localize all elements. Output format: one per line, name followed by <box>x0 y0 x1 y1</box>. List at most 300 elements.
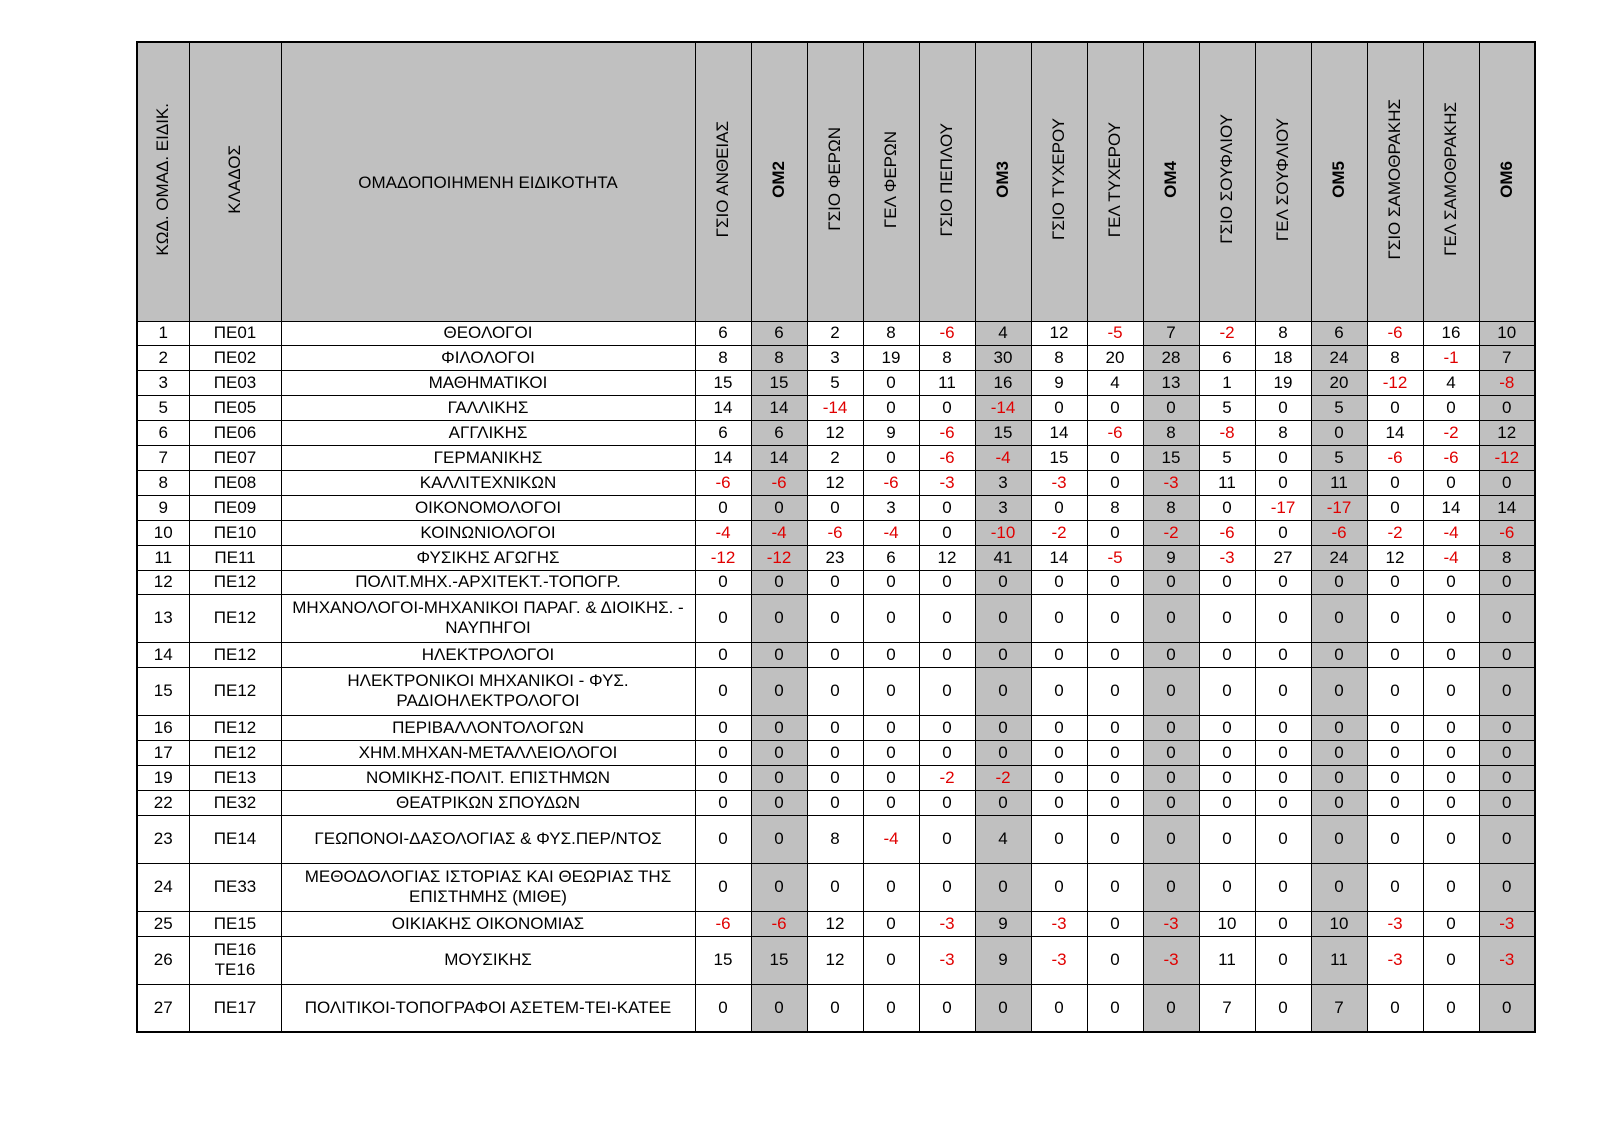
row-branch-cell: ΠΕ02 <box>189 345 281 370</box>
value-cell: 11 <box>1311 470 1367 495</box>
row-code-cell: 13 <box>137 594 189 642</box>
row-code-cell: 10 <box>137 520 189 545</box>
value-cell: -8 <box>1479 370 1535 395</box>
value-cell: 0 <box>807 984 863 1032</box>
value-cell: 0 <box>807 863 863 911</box>
value-cell: 0 <box>695 570 751 594</box>
value-cell: 0 <box>1255 395 1311 420</box>
row-specialty-cell: ΦΙΛΟΛΟΓΟΙ <box>281 345 695 370</box>
row-specialty-cell: ΜΕΘΟΔΟΛΟΓΙΑΣ ΙΣΤΟΡΙΑΣ ΚΑΙ ΘΕΩΡΙΑΣ ΤΗΣ ΕΠΙΣΤΗΜΗΣ (ΜΙΘΕ) <box>281 863 695 911</box>
value-cell: 0 <box>1143 863 1199 911</box>
value-cell: 0 <box>1423 594 1479 642</box>
row-specialty-cell: ΗΛΕΚΤΡΟΛΟΓΟΙ <box>281 642 695 667</box>
row-code-cell: 16 <box>137 715 189 740</box>
row-branch-cell: ΠΕ33 <box>189 863 281 911</box>
value-cell: -12 <box>751 545 807 570</box>
table-row <box>137 765 1535 790</box>
value-cell: -6 <box>1423 445 1479 470</box>
header-school-label: ΟΜ4 <box>1161 160 1180 198</box>
value-cell: -3 <box>1479 936 1535 984</box>
value-cell: 0 <box>1367 715 1423 740</box>
table-row <box>137 520 1535 545</box>
value-cell: 12 <box>1367 545 1423 570</box>
header-specialty-label: ΟΜΑΔΟΠΟΙΗΜΕΝΗ ΕΙΔΙΚΟΤΗΤΑ <box>358 173 618 192</box>
value-cell: 0 <box>695 815 751 863</box>
value-cell: 0 <box>1255 715 1311 740</box>
value-cell: 0 <box>1423 765 1479 790</box>
value-cell: 0 <box>695 765 751 790</box>
value-cell: 0 <box>1311 570 1367 594</box>
value-cell: 19 <box>1255 370 1311 395</box>
value-cell: 0 <box>1143 570 1199 594</box>
row-specialty-cell: ΠΟΛΙΤ.ΜΗΧ.-ΑΡΧΙΤΕΚΤ.-ΤΟΠΟΓΡ. <box>281 570 695 594</box>
value-cell: 0 <box>1255 911 1311 936</box>
value-cell: 0 <box>1255 520 1311 545</box>
value-cell: 14 <box>1423 495 1479 520</box>
value-cell: 0 <box>1479 395 1535 420</box>
value-cell: 0 <box>919 520 975 545</box>
value-cell: -6 <box>863 470 919 495</box>
row-code-cell: 12 <box>137 570 189 594</box>
value-cell: 14 <box>1479 495 1535 520</box>
row-code-cell: 14 <box>137 642 189 667</box>
header-school-label: ΓΣΙΟ ΑΝΘΕΙΑΣ <box>713 121 732 238</box>
value-cell: 11 <box>1311 936 1367 984</box>
row-branch-cell: ΠΕ08 <box>189 470 281 495</box>
value-cell: 0 <box>1255 815 1311 863</box>
value-cell: 0 <box>1255 570 1311 594</box>
value-cell: -6 <box>1087 420 1143 445</box>
row-branch-cell: ΠΕ12 <box>189 594 281 642</box>
value-cell: 11 <box>919 370 975 395</box>
value-cell: 0 <box>919 667 975 715</box>
value-cell: 0 <box>1255 594 1311 642</box>
value-cell: 8 <box>1255 420 1311 445</box>
header-school-label: ΓΕΛ ΤΥΧΕΡΟΥ <box>1105 121 1124 237</box>
value-cell: 5 <box>1199 445 1255 470</box>
value-cell: 0 <box>1255 984 1311 1032</box>
value-cell: 0 <box>1199 642 1255 667</box>
row-branch-cell: ΠΕ12 <box>189 715 281 740</box>
value-cell: -3 <box>1031 911 1087 936</box>
value-cell: 0 <box>919 740 975 765</box>
header-school-label: ΓΕΛ ΦΕΡΩΝ <box>881 130 900 228</box>
row-specialty-cell: ΓΑΛΛΙΚΗΣ <box>281 395 695 420</box>
value-cell: 0 <box>1479 667 1535 715</box>
value-cell: -3 <box>919 470 975 495</box>
value-cell: -2 <box>1423 420 1479 445</box>
value-cell: 0 <box>863 715 919 740</box>
header-school-label: ΓΣΙΟ ΣΟΥΦΛΙΟΥ <box>1217 114 1236 245</box>
row-specialty-cell: ΜΗΧΑΝΟΛΟΓΟΙ-ΜΗΧΑΝΙΚΟΙ ΠΑΡΑΓ. & ΔΙΟΙΚΗΣ. - ΝΑΥΠΗΓΟΙ <box>281 594 695 642</box>
value-cell: 0 <box>919 863 975 911</box>
value-cell: 0 <box>975 863 1031 911</box>
row-specialty-cell: ΠΕΡΙΒΑΛΛΟΝΤΟΛΟΓΩΝ <box>281 715 695 740</box>
value-cell: 5 <box>1311 395 1367 420</box>
value-cell: 0 <box>1479 790 1535 815</box>
value-cell: 9 <box>863 420 919 445</box>
value-cell: 0 <box>1367 765 1423 790</box>
row-code-cell: 6 <box>137 420 189 445</box>
value-cell: -2 <box>975 765 1031 790</box>
value-cell: 30 <box>975 345 1031 370</box>
value-cell: 0 <box>1423 667 1479 715</box>
value-cell: 0 <box>1479 740 1535 765</box>
value-cell: 0 <box>1199 570 1255 594</box>
row-specialty-cell: ΜΑΘΗΜΑΤΙΚΟΙ <box>281 370 695 395</box>
value-cell: 12 <box>807 420 863 445</box>
value-cell: 0 <box>1031 715 1087 740</box>
row-branch-cell: ΠΕ10 <box>189 520 281 545</box>
value-cell: 0 <box>751 495 807 520</box>
value-cell: 9 <box>975 911 1031 936</box>
value-cell: 12 <box>807 911 863 936</box>
value-cell: 0 <box>1143 740 1199 765</box>
value-cell: 0 <box>863 667 919 715</box>
value-cell: 6 <box>695 420 751 445</box>
value-cell: -2 <box>1031 520 1087 545</box>
value-cell: 0 <box>1087 715 1143 740</box>
value-cell: -6 <box>751 911 807 936</box>
header-school-14 <box>1479 42 1535 321</box>
value-cell: 0 <box>695 594 751 642</box>
row-specialty-cell: ΜΟΥΣΙΚΗΣ <box>281 936 695 984</box>
row-branch-cell: ΠΕ32 <box>189 790 281 815</box>
value-cell: 0 <box>751 984 807 1032</box>
table-row <box>137 642 1535 667</box>
value-cell: 14 <box>695 445 751 470</box>
table-row <box>137 740 1535 765</box>
value-cell: 0 <box>1367 667 1423 715</box>
value-cell: 8 <box>1479 545 1535 570</box>
value-cell: -3 <box>919 936 975 984</box>
row-code-cell: 9 <box>137 495 189 520</box>
value-cell: -5 <box>1087 321 1143 345</box>
row-code-cell: 26 <box>137 936 189 984</box>
value-cell: 0 <box>1199 495 1255 520</box>
value-cell: 0 <box>1255 642 1311 667</box>
value-cell: 0 <box>807 594 863 642</box>
row-code-cell: 17 <box>137 740 189 765</box>
value-cell: -1 <box>1423 345 1479 370</box>
value-cell: 0 <box>695 740 751 765</box>
value-cell: 0 <box>751 863 807 911</box>
value-cell: 0 <box>1087 790 1143 815</box>
value-cell: 0 <box>919 594 975 642</box>
table-row <box>137 594 1535 642</box>
value-cell: 0 <box>1367 984 1423 1032</box>
value-cell: 0 <box>1087 740 1143 765</box>
value-cell: 0 <box>695 495 751 520</box>
value-cell: 15 <box>695 370 751 395</box>
row-branch-cell: ΠΕ16 ΤΕ16 <box>189 936 281 984</box>
value-cell: -3 <box>1031 470 1087 495</box>
value-cell: 0 <box>1423 740 1479 765</box>
value-cell: 20 <box>1311 370 1367 395</box>
value-cell: 0 <box>751 570 807 594</box>
value-cell: 0 <box>1255 740 1311 765</box>
value-cell: 0 <box>919 790 975 815</box>
value-cell: 12 <box>807 936 863 984</box>
value-cell: -4 <box>695 520 751 545</box>
value-cell: -2 <box>1367 520 1423 545</box>
value-cell: 0 <box>1367 594 1423 642</box>
value-cell: -3 <box>1367 936 1423 984</box>
value-cell: 0 <box>751 765 807 790</box>
header-school-label: ΟΜ2 <box>769 160 788 198</box>
value-cell: 0 <box>1367 495 1423 520</box>
value-cell: 3 <box>975 495 1031 520</box>
value-cell: 0 <box>695 642 751 667</box>
value-cell: 0 <box>751 815 807 863</box>
value-cell: 5 <box>1311 445 1367 470</box>
header-school-3 <box>863 42 919 321</box>
value-cell: 0 <box>863 445 919 470</box>
value-cell: 8 <box>1087 495 1143 520</box>
value-cell: 0 <box>807 765 863 790</box>
value-cell: 0 <box>1311 740 1367 765</box>
header-branch-label: ΚΛΑΔΟΣ <box>225 144 244 214</box>
value-cell: 0 <box>1479 642 1535 667</box>
row-code-cell: 1 <box>137 321 189 345</box>
value-cell: -4 <box>1423 520 1479 545</box>
row-code-cell: 5 <box>137 395 189 420</box>
value-cell: 0 <box>1423 470 1479 495</box>
value-cell: 0 <box>807 495 863 520</box>
value-cell: 0 <box>1199 863 1255 911</box>
value-cell: -4 <box>751 520 807 545</box>
value-cell: 0 <box>975 715 1031 740</box>
table-row <box>137 420 1535 445</box>
value-cell: -3 <box>1479 911 1535 936</box>
value-cell: 6 <box>1199 345 1255 370</box>
value-cell: 0 <box>1423 395 1479 420</box>
value-cell: 10 <box>1479 321 1535 345</box>
value-cell: 0 <box>1199 715 1255 740</box>
row-branch-cell: ΠΕ07 <box>189 445 281 470</box>
value-cell: 0 <box>751 642 807 667</box>
value-cell: 18 <box>1255 345 1311 370</box>
value-cell: -3 <box>1143 936 1199 984</box>
value-cell: 0 <box>1367 642 1423 667</box>
row-specialty-cell: ΚΟΙΝΩΝΙΟΛΟΓΟΙ <box>281 520 695 545</box>
value-cell: 19 <box>863 345 919 370</box>
value-cell: 10 <box>1199 911 1255 936</box>
value-cell: 3 <box>807 345 863 370</box>
value-cell: 0 <box>1311 667 1367 715</box>
value-cell: 0 <box>1031 495 1087 520</box>
header-school-5 <box>975 42 1031 321</box>
value-cell: 0 <box>863 594 919 642</box>
value-cell: -3 <box>1143 470 1199 495</box>
value-cell: -6 <box>919 420 975 445</box>
header-row <box>137 42 1535 321</box>
value-cell: 41 <box>975 545 1031 570</box>
value-cell: 0 <box>1031 667 1087 715</box>
table-row <box>137 815 1535 863</box>
row-branch-cell: ΠΕ12 <box>189 642 281 667</box>
value-cell: 0 <box>1087 863 1143 911</box>
header-school-9 <box>1199 42 1255 321</box>
value-cell: 0 <box>1031 740 1087 765</box>
row-code-cell: 11 <box>137 545 189 570</box>
value-cell: 0 <box>1143 667 1199 715</box>
header-school-label: ΟΜ5 <box>1329 160 1348 198</box>
value-cell: 0 <box>1199 667 1255 715</box>
row-specialty-cell: ΓΕΡΜΑΝΙΚΗΣ <box>281 445 695 470</box>
row-branch-cell: ΠΕ15 <box>189 911 281 936</box>
value-cell: 27 <box>1255 545 1311 570</box>
value-cell: -14 <box>807 395 863 420</box>
value-cell: 0 <box>695 790 751 815</box>
value-cell: 0 <box>1031 765 1087 790</box>
value-cell: 15 <box>1031 445 1087 470</box>
value-cell: 0 <box>1087 765 1143 790</box>
value-cell: -3 <box>1143 911 1199 936</box>
value-cell: 0 <box>1143 395 1199 420</box>
value-cell: -6 <box>695 470 751 495</box>
table-row <box>137 345 1535 370</box>
value-cell: 0 <box>919 815 975 863</box>
value-cell: -3 <box>1199 545 1255 570</box>
value-cell: 0 <box>863 370 919 395</box>
value-cell: 0 <box>1143 594 1199 642</box>
value-cell: 0 <box>1143 765 1199 790</box>
row-code-cell: 27 <box>137 984 189 1032</box>
table-row <box>137 470 1535 495</box>
row-specialty-cell: ΚΑΛΛΙΤΕΧΝΙΚΩΝ <box>281 470 695 495</box>
row-specialty-cell: ΗΛΕΚΤΡΟΝΙΚΟΙ ΜΗΧΑΝΙΚΟΙ - ΦΥΣ. ΡΑΔΙΟΗΛΕΚΤΡΟΛΟΓΟΙ <box>281 667 695 715</box>
value-cell: 0 <box>1031 594 1087 642</box>
table-row <box>137 545 1535 570</box>
value-cell: 0 <box>1423 790 1479 815</box>
value-cell: 0 <box>1367 863 1423 911</box>
value-cell: 8 <box>1143 420 1199 445</box>
value-cell: 0 <box>863 395 919 420</box>
value-cell: 0 <box>1143 642 1199 667</box>
header-school-label: ΓΕΛ ΣΟΥΦΛΙΟΥ <box>1273 117 1292 241</box>
row-code-cell: 7 <box>137 445 189 470</box>
value-cell: 3 <box>975 470 1031 495</box>
value-cell: 0 <box>1255 863 1311 911</box>
row-specialty-cell: ΧΗΜ.ΜΗΧΑΝ-ΜΕΤΑΛΛΕΙΟΛΟΓΟΙ <box>281 740 695 765</box>
header-school-label: ΟΜ6 <box>1496 160 1516 198</box>
value-cell: 0 <box>1423 642 1479 667</box>
value-cell: 0 <box>751 667 807 715</box>
value-cell: -6 <box>919 321 975 345</box>
value-cell: 0 <box>975 667 1031 715</box>
value-cell: 0 <box>751 740 807 765</box>
value-cell: 0 <box>1479 863 1535 911</box>
value-cell: -4 <box>863 520 919 545</box>
value-cell: 9 <box>975 936 1031 984</box>
value-cell: 8 <box>1367 345 1423 370</box>
row-specialty-cell: ΦΥΣΙΚΗΣ ΑΓΩΓΗΣ <box>281 545 695 570</box>
value-cell: 8 <box>1255 321 1311 345</box>
value-cell: 23 <box>807 545 863 570</box>
value-cell: 0 <box>695 667 751 715</box>
value-cell: 0 <box>695 984 751 1032</box>
value-cell: 0 <box>1199 765 1255 790</box>
value-cell: 8 <box>807 815 863 863</box>
table-row <box>137 321 1535 345</box>
row-branch-cell: ΠΕ03 <box>189 370 281 395</box>
value-cell: 0 <box>1311 594 1367 642</box>
value-cell: 0 <box>1031 642 1087 667</box>
value-cell: 0 <box>863 984 919 1032</box>
header-school-label: ΓΕΛ ΣΑΜΟΘΡΑΚΗΣ <box>1441 102 1460 257</box>
value-cell: 0 <box>1311 863 1367 911</box>
header-school-1 <box>751 42 807 321</box>
header-school-0 <box>695 42 751 321</box>
header-specialty <box>281 42 695 321</box>
value-cell: 12 <box>1031 321 1087 345</box>
value-cell: -6 <box>1367 445 1423 470</box>
value-cell: 0 <box>1423 863 1479 911</box>
value-cell: 0 <box>975 570 1031 594</box>
value-cell: 15 <box>751 936 807 984</box>
value-cell: 24 <box>1311 545 1367 570</box>
row-branch-cell: ΠΕ13 <box>189 765 281 790</box>
value-cell: 0 <box>1143 815 1199 863</box>
table-row <box>137 984 1535 1032</box>
value-cell: 7 <box>1143 321 1199 345</box>
value-cell: -4 <box>863 815 919 863</box>
value-cell: 4 <box>975 815 1031 863</box>
value-cell: 0 <box>863 642 919 667</box>
value-cell: 8 <box>863 321 919 345</box>
value-cell: 0 <box>1423 936 1479 984</box>
table-row <box>137 715 1535 740</box>
row-specialty-cell: ΟΙΚΙΑΚΗΣ ΟΙΚΟΝΟΜΙΑΣ <box>281 911 695 936</box>
value-cell: 0 <box>1087 520 1143 545</box>
value-cell: 0 <box>975 642 1031 667</box>
value-cell: 4 <box>1087 370 1143 395</box>
value-cell: 0 <box>751 715 807 740</box>
value-cell: 0 <box>1087 667 1143 715</box>
value-cell: 0 <box>1087 594 1143 642</box>
value-cell: 0 <box>1087 445 1143 470</box>
table-row <box>137 936 1535 984</box>
row-branch-cell: ΠΕ09 <box>189 495 281 520</box>
header-school-12 <box>1367 42 1423 321</box>
header-school-11 <box>1311 42 1367 321</box>
value-cell: 0 <box>1479 815 1535 863</box>
value-cell: 0 <box>807 642 863 667</box>
value-cell: 0 <box>1311 420 1367 445</box>
value-cell: 10 <box>1311 911 1367 936</box>
header-branch <box>189 42 281 321</box>
row-specialty-cell: ΟΙΚΟΝΟΜΟΛΟΓΟΙ <box>281 495 695 520</box>
value-cell: 0 <box>1367 815 1423 863</box>
value-cell: 0 <box>1087 395 1143 420</box>
value-cell: 0 <box>975 740 1031 765</box>
row-branch-cell: ΠΕ12 <box>189 740 281 765</box>
value-cell: 0 <box>1479 984 1535 1032</box>
value-cell: 0 <box>1199 594 1255 642</box>
value-cell: 0 <box>1087 470 1143 495</box>
value-cell: 0 <box>1311 790 1367 815</box>
value-cell: 6 <box>751 321 807 345</box>
value-cell: -3 <box>1031 936 1087 984</box>
row-code-cell: 3 <box>137 370 189 395</box>
row-specialty-cell: ΑΓΓΛΙΚΗΣ <box>281 420 695 445</box>
value-cell: 14 <box>1031 545 1087 570</box>
value-cell: -17 <box>1255 495 1311 520</box>
value-cell: 0 <box>1479 570 1535 594</box>
value-cell: 0 <box>1423 911 1479 936</box>
value-cell: 0 <box>863 790 919 815</box>
